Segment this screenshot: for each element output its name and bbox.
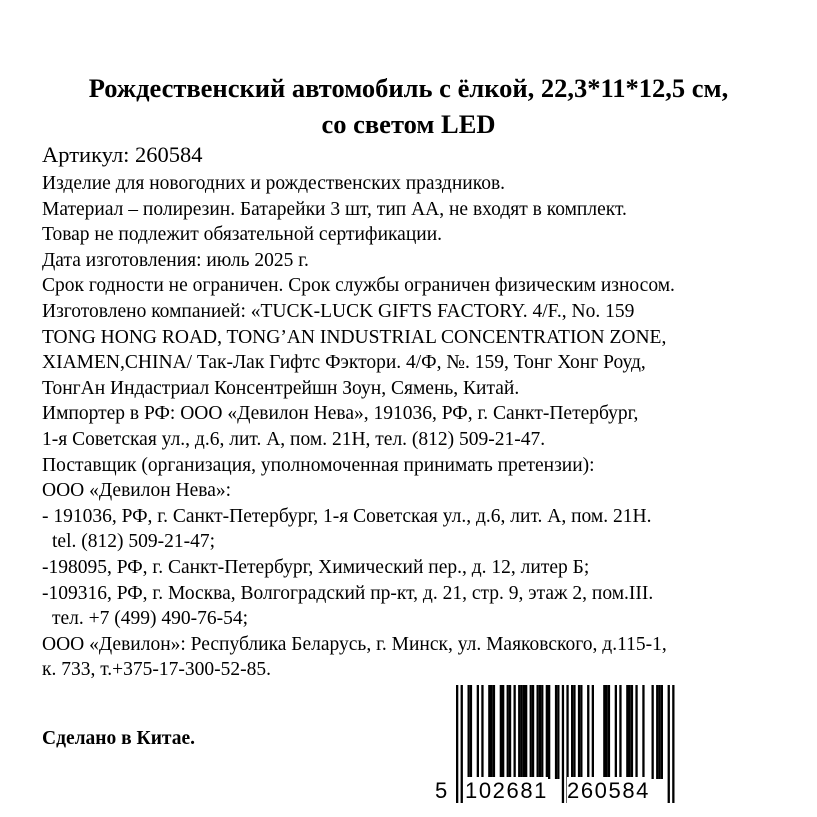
certification-line: Товар не подлежит обязательной сертификации. [42, 224, 443, 246]
barcode-bar [548, 685, 550, 779]
manufacturer-line-2: TONG HONG ROAD, TONG’AN INDUSTRIAL CONCENTRATION ZONE, [42, 326, 667, 348]
barcode-bar [603, 685, 605, 779]
barcode-bar [661, 685, 663, 779]
barcode-bar [546, 685, 548, 779]
barcode-bar [523, 685, 525, 779]
barcode-bar [656, 685, 658, 779]
barcode-bar [493, 685, 495, 779]
material-line: Материал – полирезин. Батарейки 3 шт, тип АА, не входят в комплект. [42, 198, 627, 220]
barcode-bar [518, 685, 520, 779]
barcode-bar [626, 685, 628, 779]
importer-line-2: 1-я Советская ул., д.6, лит. А, пом. 21Н, тел. (812) 509-21-47. [42, 428, 546, 450]
supplier-address-1: - 191036, РФ, г. Санкт-Петербург, 1-я Советская ул., д.6, лит. А, пом. 21Н. [42, 505, 652, 527]
barcode-bar [525, 685, 527, 779]
barcode-bar [652, 685, 654, 779]
product-title-line-1: Рождественский автомобиль с ёлкой, 22,3*11*12,5 см, [88, 73, 729, 103]
barcode-bar [509, 685, 511, 779]
barcode-bar [481, 685, 483, 779]
article-number: Артикул: 260584 [42, 142, 203, 167]
barcode-bar [580, 685, 582, 779]
barcode-bar [587, 685, 589, 779]
manufacture-date-line: Дата изготовления: июль 2025 г. [42, 249, 309, 271]
shelf-life-line: Срок годности не ограничен. Срок службы ограничен физическим износом. [42, 275, 675, 297]
barcode-bar [592, 685, 594, 779]
supplier-heading: Поставщик (организация, уполномоченная принимать претензии): [42, 454, 595, 476]
country-of-origin: Сделано в Китае. [42, 728, 196, 749]
barcode-bar [571, 685, 573, 779]
barcode-bar [514, 685, 516, 779]
barcode-bar [608, 685, 610, 779]
barcode-bar [507, 685, 509, 779]
purpose-line: Изделие для новогодних и рождественских праздников. [42, 173, 506, 194]
barcode-bar [488, 685, 490, 779]
supplier-phone-3: тел. +7 (499) 490-76-54; [52, 608, 249, 630]
manufacturer-line-4: ТонгАн Индастриал Консентрейшн Зоун, Сямень, Китай. [42, 377, 520, 399]
supplier-address-3: -109316, РФ, г. Москва, Волгоградский пр-кт, д. 21, стр. 9, этаж 2, пом.III. [42, 582, 654, 604]
barcode-digits [430, 777, 680, 805]
barcode-bar [619, 685, 621, 779]
product-title [20, 70, 797, 142]
barcode-bar [635, 685, 637, 779]
supplier-phone-1: tel. (812) 509-21-47; [52, 531, 216, 553]
barcode-bar [658, 685, 660, 779]
manufacturer-line-1: Изготовлено компанией: «TUCK-LUCK GIFTS FACTORY. 4/F., No. 159 [42, 300, 635, 322]
barcode-bar [557, 685, 559, 779]
barcode-bar [573, 685, 575, 779]
label-text-block [42, 171, 675, 683]
barcode-bar [491, 685, 493, 779]
barcode-first-digit: 5 [435, 778, 448, 803]
barcode-bar [500, 685, 502, 779]
barcode-bar [642, 685, 644, 779]
barcode-bar [629, 685, 631, 779]
barcode-bar [539, 685, 541, 779]
barcode-left-group: 102681 [465, 778, 549, 803]
barcode-bar [541, 685, 543, 779]
manufacturer-line-3: XIAMEN,CHINA/ Так-Лак Гифтс Фэктори. 4/Ф, №. 159, Тонг Хонг Роуд, [42, 352, 646, 374]
supplier-name: ООО «Девилон Нева»: [42, 480, 232, 502]
importer-line-1: Импортер в РФ: ООО «Девилон Нева», 191036, РФ, г. Санкт-Петербург, [42, 403, 639, 425]
barcode-bar [468, 685, 470, 779]
barcode-bar [578, 685, 580, 779]
barcode-bar [532, 685, 534, 779]
barcode-bar [520, 685, 522, 779]
supplier-address-2: -198095, РФ, г. Санкт-Петербург, Химический пер., д. 12, литер Б; [42, 556, 590, 578]
barcode-bar [631, 685, 633, 779]
belarus-supplier-line-1: ООО «Девилон»: Республика Беларусь, г. Минск, ул. Маяковского, д.115-1, [42, 633, 667, 655]
barcode-right-group: 260584 [567, 778, 651, 803]
barcode-bar [502, 685, 504, 779]
barcode-bar [537, 685, 539, 779]
product-title-line-2: со светом LED [321, 109, 496, 139]
barcode-bar [470, 685, 472, 779]
barcode-bar [477, 685, 479, 779]
barcode-bar [615, 685, 617, 779]
barcode-bar [606, 685, 608, 779]
belarus-supplier-line-2: к. 733, т.+375-17-300-52-85. [42, 659, 272, 681]
barcode-bar [555, 685, 557, 779]
barcode-bar [530, 685, 532, 779]
